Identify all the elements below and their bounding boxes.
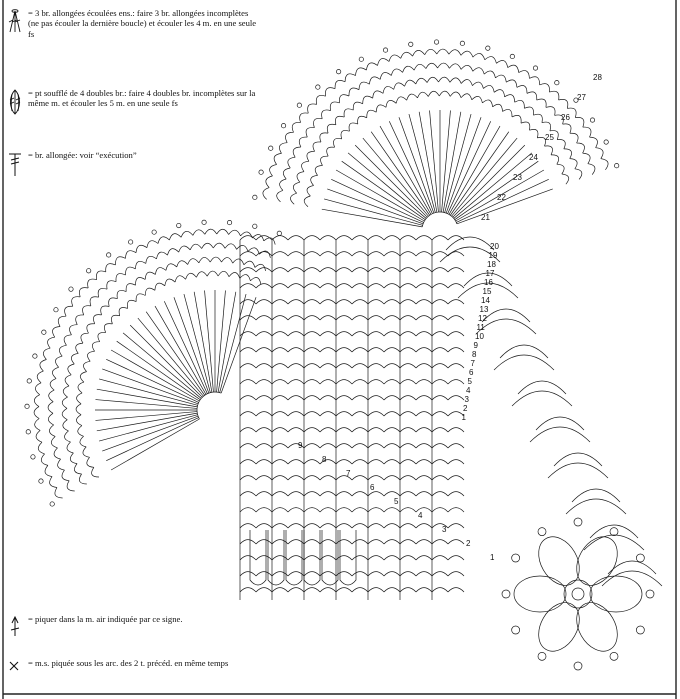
upper-fan-stitch: [450, 132, 509, 216]
mesh-row: [240, 428, 464, 432]
upper-fan-stitch: [355, 145, 427, 217]
left-fan-picot: [25, 404, 29, 408]
edge-scallop: [494, 355, 554, 370]
row-number: 3: [464, 395, 469, 404]
upper-fan-stitch: [331, 179, 423, 222]
mesh-row: [240, 268, 464, 272]
flower-picot: [502, 590, 510, 598]
upper-fan-picot: [510, 54, 514, 58]
mesh-row: [240, 396, 464, 400]
left-fan-picot: [202, 220, 206, 224]
left-fan-picot: [277, 231, 281, 235]
left-fan-stitch: [117, 341, 201, 400]
upper-fan-picot: [316, 85, 320, 89]
mesh-row: [240, 476, 464, 480]
row-number: 21: [481, 213, 490, 222]
edge-loop: [268, 530, 284, 585]
legend-item-elongated: [6, 150, 261, 160]
edge-loop: [286, 530, 302, 585]
mesh-row: [240, 524, 464, 528]
flower-picot: [610, 528, 618, 536]
upper-fan-picot: [533, 66, 537, 70]
mesh-row: [240, 460, 464, 464]
edge-loop: [322, 530, 338, 585]
mesh-row: [240, 252, 464, 256]
row-number: 22: [497, 193, 506, 202]
mesh-row: [240, 412, 464, 416]
mesh-row: [240, 444, 464, 448]
row-number: 4: [466, 386, 471, 395]
flower-picot: [610, 652, 618, 660]
flower-picot: [512, 554, 520, 562]
upper-fan-picot: [590, 118, 594, 122]
edge-loop: [250, 530, 266, 585]
upper-fan-picot: [359, 57, 363, 61]
row-number: 2: [466, 539, 471, 548]
left-fan-picot: [128, 240, 132, 244]
insert-hook-marker-icon: [6, 614, 24, 642]
mesh-row: [240, 364, 464, 368]
left-fan-picot: [106, 253, 110, 257]
upper-fan-stitch: [342, 161, 426, 220]
flower-center-inner: [572, 588, 584, 600]
left-fan-picot: [33, 354, 37, 358]
left-fan-stitch: [111, 419, 199, 470]
flower-picot: [538, 652, 546, 660]
row-number: 8: [322, 455, 327, 464]
row-number: 13: [479, 305, 489, 314]
legend-text: = pt soufflé de 4 doubles br.: faire 4 doubles br. incomplètes sur la même m. et écouler les 5 m. en une seule fs: [28, 88, 256, 109]
left-fan-stitch: [146, 312, 205, 396]
left-fan-scallop-row: [48, 243, 270, 491]
edge-scallop: [554, 453, 602, 466]
elongated-treble-icon: [6, 150, 24, 178]
upper-fan-stitch: [455, 161, 539, 220]
upper-fan-picot: [269, 146, 273, 150]
row-number: 5: [394, 497, 399, 506]
flower-picot: [646, 590, 654, 598]
row-number: 8: [472, 350, 477, 359]
legend-item-sc: [6, 658, 261, 668]
left-fan-stitch: [164, 301, 207, 393]
upper-fan-picot: [336, 69, 340, 73]
mesh-row: [240, 380, 464, 384]
edge-scallop: [608, 561, 656, 574]
upper-fan-picot: [281, 124, 285, 128]
row-number: 3: [442, 525, 447, 534]
upper-fan-picot: [604, 140, 608, 144]
row-number: 7: [470, 359, 475, 368]
flower-petal: [590, 576, 642, 612]
upper-fan-picot: [409, 42, 413, 46]
mesh-row: [240, 540, 464, 544]
flower-petal: [568, 530, 625, 593]
edge-scallop: [518, 381, 566, 394]
row-number: 19: [488, 251, 498, 260]
left-fan-picot: [31, 455, 35, 459]
edge-scallop: [482, 309, 530, 322]
cluster-3-elongated-trebles-icon: [6, 8, 24, 36]
mesh-row: [240, 284, 464, 288]
row-number: 6: [469, 368, 474, 377]
left-fan-picot: [253, 224, 257, 228]
row-number: 1: [490, 553, 495, 562]
edge-scallop: [512, 391, 572, 406]
left-fan-stitch: [106, 359, 198, 402]
edge-loop: [340, 530, 356, 585]
upper-fan-picot: [259, 170, 263, 174]
upper-fan-picot: [460, 41, 464, 45]
left-fan-picot: [86, 269, 90, 273]
left-fan-picot: [177, 223, 181, 227]
row-number: 2: [463, 404, 468, 413]
puff-stitch-4-double-trebles-icon: [6, 88, 24, 116]
mesh-row: [240, 508, 464, 512]
edge-scallop: [572, 489, 620, 502]
row-number: 9: [473, 341, 478, 350]
row-number: 18: [487, 260, 496, 269]
row-number: 1: [461, 413, 466, 422]
mesh-row: [240, 316, 464, 320]
left-fan-picot: [42, 330, 46, 334]
mesh-row: [240, 588, 464, 592]
row-number: 28: [593, 73, 602, 82]
upper-fan-picot: [383, 48, 387, 52]
flower-picot: [574, 518, 582, 526]
flower-petal: [530, 530, 587, 593]
row-number: 11: [476, 323, 485, 332]
mesh-row: [240, 348, 464, 352]
upper-fan-stitch: [389, 121, 432, 213]
row-number: 23: [513, 173, 522, 182]
edge-scallop: [500, 345, 548, 358]
upper-fan-picot: [486, 46, 490, 50]
mesh-row: [240, 492, 464, 496]
upper-fan-stitch: [371, 132, 430, 216]
edge-scallop: [566, 499, 626, 514]
flower-picot: [636, 626, 644, 634]
row-number: 9: [298, 441, 303, 450]
legend-item-insert: [6, 614, 261, 624]
row-number: 20: [490, 242, 499, 251]
flower-petal: [514, 576, 566, 612]
left-fan-scallop-row: [76, 271, 261, 477]
left-fan-picot: [69, 287, 73, 291]
mesh-row: [240, 300, 464, 304]
upper-fan-stitch: [448, 121, 491, 213]
upper-fan-picot: [253, 195, 257, 199]
left-fan-stitch: [106, 418, 198, 461]
flower-petal: [568, 595, 625, 658]
flower-picot: [636, 554, 644, 562]
edge-scallop: [446, 237, 494, 250]
left-fan-picot: [26, 430, 30, 434]
legend-text: = 3 br. allongées écoulées ens.: faire 3 br. allongées incomplètes (ne pas écouler la dernière boucle) et écouler les 4 m. en une seule fs: [28, 8, 257, 39]
left-fan-picot: [54, 308, 58, 312]
edge-scallop: [602, 571, 662, 586]
upper-fan-picot: [434, 40, 438, 44]
left-fan-stitch: [130, 325, 202, 397]
row-number: 26: [561, 113, 570, 122]
left-fan-scallop-row: [62, 257, 265, 484]
mesh-row: [240, 556, 464, 560]
legend-text: = m.s. piquée sous les arc. des 2 t. précéd. en même temps: [28, 658, 229, 668]
legend-item-puff: [6, 88, 261, 109]
left-fan-picot: [39, 479, 43, 483]
edge-scallop: [590, 525, 638, 538]
flower-picot: [538, 528, 546, 536]
edge-scallop: [530, 427, 590, 442]
row-number: 25: [545, 133, 554, 142]
row-number: 16: [484, 278, 493, 287]
legend-item-cluster: [6, 8, 261, 39]
left-fan-picot: [50, 502, 54, 506]
flower-center: [564, 580, 592, 608]
mesh-row: [240, 236, 464, 240]
upper-fan-picot: [614, 164, 618, 168]
row-number: 24: [529, 153, 538, 162]
row-number: 4: [418, 511, 423, 520]
mesh-row: [240, 572, 464, 576]
upper-fan-picot: [555, 81, 559, 85]
row-number: 12: [478, 314, 487, 323]
stitch-pattern: [25, 40, 662, 670]
row-number: 15: [482, 287, 492, 296]
edge-scallop: [548, 463, 608, 478]
row-number: 7: [346, 469, 351, 478]
row-number: 17: [485, 269, 495, 278]
row-number: 10: [475, 332, 484, 341]
edge-scallop: [536, 417, 584, 430]
left-fan-picot: [27, 379, 31, 383]
row-number: 27: [577, 93, 586, 102]
row-number: 5: [467, 377, 472, 386]
single-crochet-cross-icon: [6, 658, 24, 686]
left-fan-picot: [152, 230, 156, 234]
flower-picot: [512, 626, 520, 634]
upper-fan-picot: [297, 103, 301, 107]
left-fan-picot: [227, 220, 231, 224]
mesh-row: [240, 332, 464, 336]
legend-text: = br. allongée: voir “exécution”: [28, 150, 137, 160]
legend-text: = piquer dans la m. air indiquée par ce signe.: [28, 614, 183, 624]
upper-fan-base-arc: [422, 212, 457, 227]
flower-picot: [574, 662, 582, 670]
row-number: 14: [481, 296, 490, 305]
flower-petal: [530, 595, 587, 658]
row-number: 6: [370, 483, 375, 492]
